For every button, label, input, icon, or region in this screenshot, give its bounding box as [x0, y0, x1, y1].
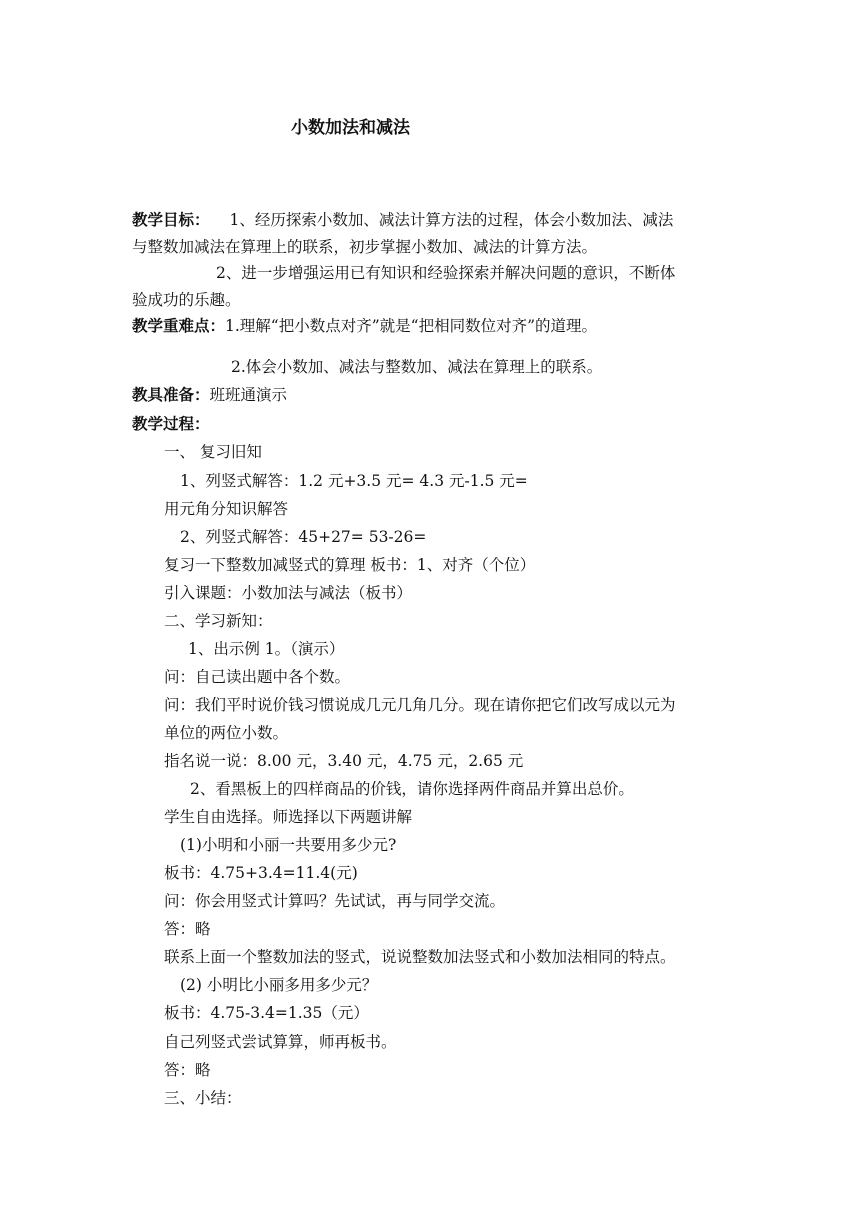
- goals-line-1: [132, 210, 673, 230]
- process-line: 问：我们平时说价钱习惯说成几元几角几分。现在请你把它们改写成以元为: [164, 696, 676, 714]
- process-line: 问：你会用竖式计算吗？先试试，再与同学交流。: [164, 892, 506, 910]
- process-line: 复习一下整数加减竖式的算理 板书：1、对齐（个位）: [164, 556, 536, 574]
- process-line: 板书：4.75+3.4=11.4(元): [164, 864, 358, 882]
- key-points-label: 教学重难点：: [132, 316, 226, 335]
- process-line: 1、出示例 1。（演示）: [188, 640, 345, 658]
- process-line: 用元角分知识解答: [164, 500, 289, 518]
- process-label: 教学过程：: [132, 414, 210, 433]
- process-line: 联系上面一个整数加法的竖式，说说整数加法竖式和小数加法相同的特点。: [164, 948, 676, 966]
- process-line: 自己列竖式尝试算算，师再板书。: [164, 1033, 397, 1051]
- section-heading-new: 二、学习新知：: [164, 612, 273, 630]
- process-line: (2) 小明比小丽多用多少元？: [180, 976, 378, 994]
- goals-text-2b: 验成功的乐趣。: [132, 291, 241, 309]
- key-points-text-2: 2.体会小数加、减法与整数加、减法在算理上的联系。: [231, 358, 603, 376]
- tools-label: 教具准备：: [132, 385, 210, 404]
- goals-text-1b: 与整数加减法在算理上的联系，初步掌握小数加、减法的计算方法。: [132, 238, 598, 256]
- goals-text-2a: 2、进一步增强运用已有知识和经验探索并解决问题的意识，不断体: [216, 264, 676, 282]
- process-line: 单位的两位小数。: [164, 724, 289, 742]
- process-line: 答：略: [164, 1061, 211, 1079]
- process-line: 1、列竖式解答：1.2 元+3.5 元= 4.3 元-1.5 元=: [180, 472, 528, 490]
- key-points-text-1: 1.理解“把小数点对齐”就是“把相同数位对齐”的道理。: [225, 317, 598, 335]
- process-line: 板书：4.75-3.4=1.35（元）: [164, 1004, 369, 1022]
- process-line: 问：自己读出题中各个数。: [164, 668, 351, 686]
- process-line: (1)小明和小丽一共要用多少元?: [180, 836, 397, 854]
- process-line: 引入课题：小数加法与减法（板书）: [164, 584, 413, 602]
- page-title: 小数加法和减法: [291, 118, 410, 138]
- process-line: 学生自由选择。师选择以下两题讲解: [164, 808, 413, 826]
- process-line: 指名说一说：8.00 元，3.40 元，4.75 元，2.65 元: [164, 752, 524, 770]
- goals-label: 教学目标：: [132, 210, 210, 229]
- process-line: 2、列竖式解答：45+27= 53-26=: [180, 528, 427, 546]
- section-heading-summary: 三、小结：: [164, 1089, 242, 1107]
- tools-value: 班班通演示: [209, 386, 288, 404]
- process-line: 答：略: [164, 920, 211, 938]
- tools-line: [132, 385, 287, 405]
- section-heading-review: 一、 复习旧知: [164, 443, 262, 461]
- key-points-line-1: [132, 316, 597, 336]
- process-line: 2、看黑板上的四样商品的价钱，请你选择两件商品并算出总价。: [190, 780, 634, 798]
- goals-text-1a: 1、经历探索小数加、减法计算方法的过程，体会小数加法、减法: [229, 211, 674, 229]
